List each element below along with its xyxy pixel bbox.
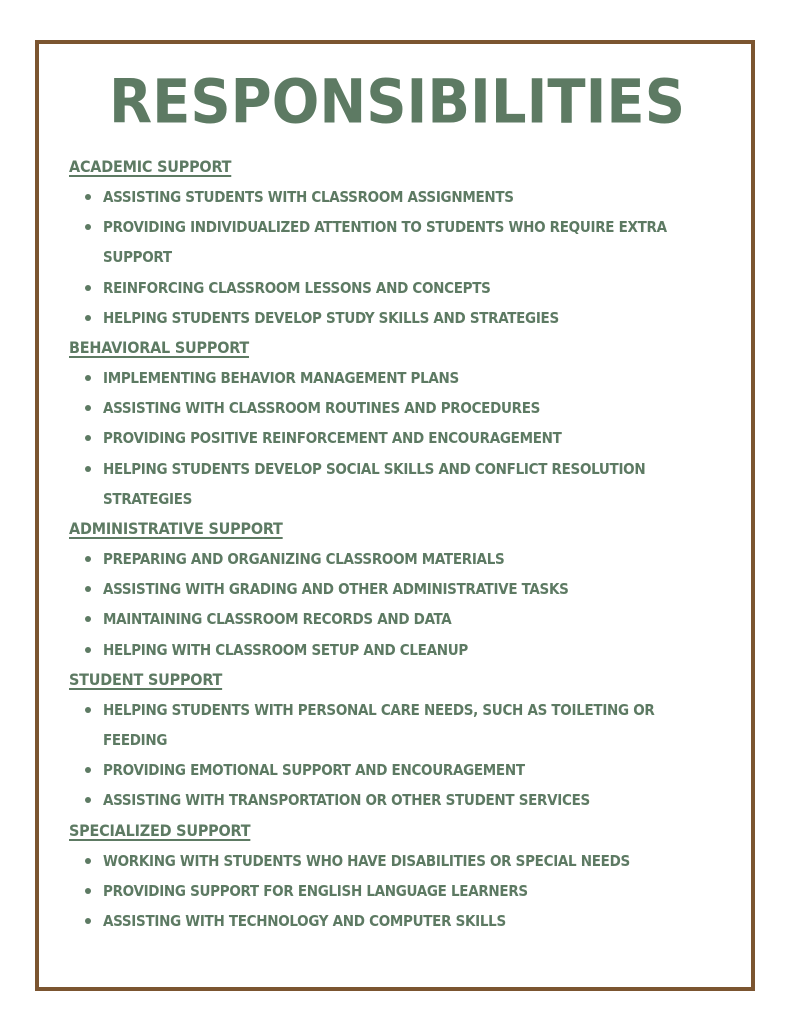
bullet-icon [85,797,91,803]
list-item-text: PROVIDING SUPPORT FOR ENGLISH LANGUAGE LEARNERS [103,881,528,900]
list-item-text: ASSISTING WITH TRANSPORTATION OR OTHER STUDENT SERVICES [103,791,590,810]
bullet-list [69,695,719,816]
bullet-icon [85,466,91,472]
section-heading: ADMINISTRATIVE SUPPORT [69,519,283,539]
bullet-icon [85,556,91,562]
bullet-icon [85,767,91,773]
bullet-list [69,544,719,665]
bullet-icon [85,375,91,381]
list-item-text: HELPING WITH CLASSROOM SETUP AND CLEANUP [103,640,468,659]
list-item [69,635,719,665]
page-title: RESPONSIBILITIES [108,67,686,138]
list-item [69,212,719,272]
list-item-text: PROVIDING EMOTIONAL SUPPORT AND ENCOURAGEMENT [103,761,525,780]
list-item-text: ASSISTING WITH TECHNOLOGY AND COMPUTER SKILLS [103,912,506,931]
list-item [69,303,719,333]
list-item-text: ASSISTING WITH CLASSROOM ROUTINES AND PROCEDURES [103,399,541,418]
section-administrative-support [69,514,719,665]
section-academic-support [69,152,719,333]
list-item [69,182,719,212]
list-item-text: HELPING STUDENTS DEVELOP SOCIAL SKILLS AND CONFLICT RESOLUTION STRATEGIES [103,459,646,508]
list-item-text: ASSISTING WITH GRADING AND OTHER ADMINISTRATIVE TASKS [103,580,569,599]
list-item-text: HELPING STUDENTS DEVELOP STUDY SKILLS AND STRATEGIES [103,308,559,327]
bullet-icon [85,224,91,230]
list-item [69,695,719,755]
list-item-text: PROVIDING POSITIVE REINFORCEMENT AND ENCOURAGEMENT [103,429,562,448]
list-item-text: PREPARING AND ORGANIZING CLASSROOM MATERIALS [103,550,505,569]
bullet-icon [85,194,91,200]
bullet-icon [85,858,91,864]
bullet-icon [85,647,91,653]
list-item [69,574,719,604]
list-item [69,273,719,303]
section-heading: ACADEMIC SUPPORT [69,157,232,176]
list-item [69,393,719,423]
list-item-text: IMPLEMENTING BEHAVIOR MANAGEMENT PLANS [103,369,459,388]
bullet-icon [85,707,91,713]
list-item-text: HELPING STUDENTS WITH PERSONAL CARE NEEDS, SUCH AS TOILETING OR FEEDING [103,700,655,750]
bullet-list [69,363,719,514]
section-student-support [69,665,719,816]
list-item [69,906,719,936]
bullet-list [69,182,719,333]
bullet-icon [85,586,91,592]
list-item-text: REINFORCING CLASSROOM LESSONS AND CONCEPTS [103,278,491,297]
section-heading: STUDENT SUPPORT [69,669,223,689]
list-item [69,604,719,634]
list-item [69,544,719,574]
bullet-icon [85,616,91,622]
list-item-text: ASSISTING STUDENTS WITH CLASSROOM ASSIGNMENTS [103,188,514,206]
list-item [69,755,719,785]
list-item [69,785,719,815]
list-item [69,876,719,906]
section-behavioral-support [69,333,719,514]
list-item [69,363,719,393]
bullet-icon [85,918,91,924]
list-item [69,423,719,453]
responsibilities-content [69,152,719,936]
bullet-list [69,846,719,937]
list-item-text: PROVIDING INDIVIDUALIZED ATTENTION TO STUDENTS WHO REQUIRE EXTRA SUPPORT [103,218,667,267]
list-item-text: MAINTAINING CLASSROOM RECORDS AND DATA [103,610,452,629]
bullet-icon [85,315,91,321]
bullet-icon [85,435,91,441]
bullet-icon [85,285,91,291]
section-heading: SPECIALIZED SUPPORT [69,820,251,840]
section-specialized-support [69,816,719,937]
bullet-icon [85,888,91,894]
list-item [69,454,719,514]
list-item [69,846,719,876]
section-heading: BEHAVIORAL SUPPORT [69,338,250,358]
list-item-text: WORKING WITH STUDENTS WHO HAVE DISABILITIES OR SPECIAL NEEDS [103,851,630,870]
bullet-icon [85,405,91,411]
